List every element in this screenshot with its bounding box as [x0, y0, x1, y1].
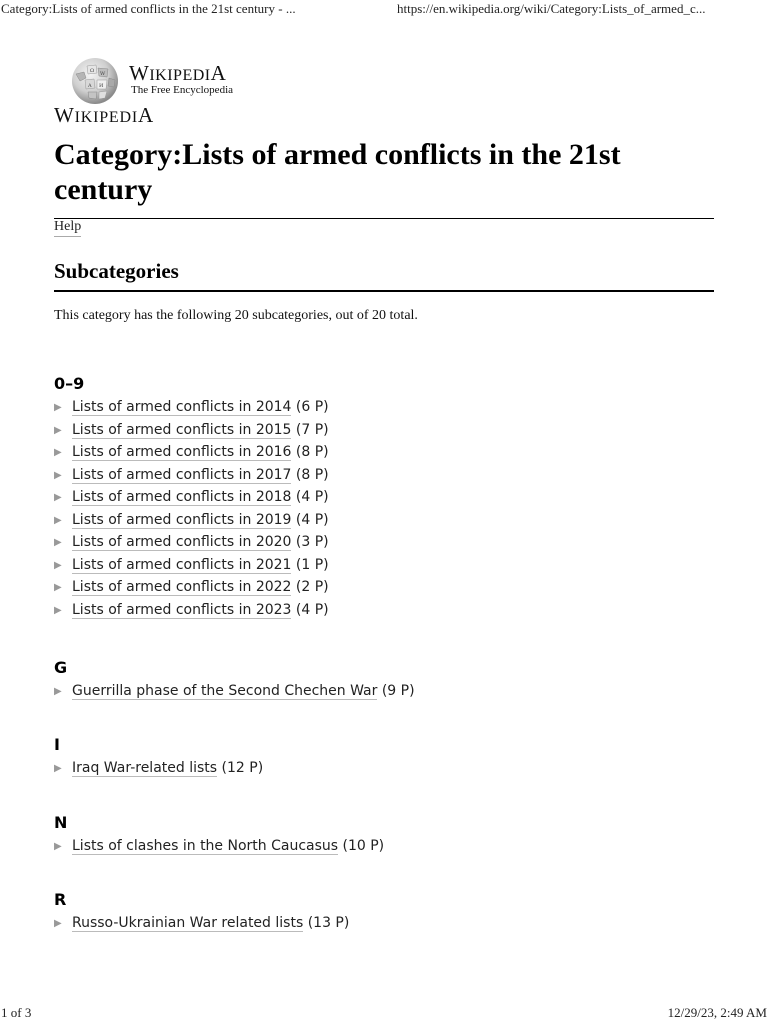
subcategory-item — [54, 396, 654, 419]
subcategory-count: (2 P) — [295, 579, 329, 595]
expand-triangle-icon[interactable]: ▶ — [54, 402, 62, 413]
subcategory-item — [54, 912, 654, 935]
subcategory-link[interactable]: Iraq War-related lists — [72, 760, 218, 776]
subcategory-count: (7 P) — [295, 421, 329, 438]
svg-text:Ω: Ω — [90, 68, 95, 74]
expand-triangle-icon[interactable]: ▶ — [54, 537, 62, 548]
group-heading: I — [54, 735, 60, 754]
expand-triangle-icon[interactable]: ▶ — [54, 514, 62, 526]
page-number: 1 of 3 — [1, 1005, 32, 1020]
svg-text:W: W — [100, 71, 106, 77]
subcategory-count: (8 P) — [295, 466, 329, 483]
expand-triangle-icon[interactable]: ▶ — [54, 424, 62, 436]
subcategory-link[interactable]: Lists of armed conflicts in 2018 — [72, 489, 292, 505]
subcategory-link[interactable]: Lists of armed conflicts in 2020 — [72, 534, 292, 550]
page-title: Category:Lists of armed conflicts in the 21st century — [54, 138, 621, 206]
group-heading: 0–9 — [54, 374, 85, 393]
wordmark: WIKIPEDIA — [129, 61, 227, 85]
expand-triangle-icon[interactable]: ▶ — [54, 582, 62, 593]
subcategory-item — [54, 486, 654, 509]
title-divider — [54, 218, 714, 219]
svg-text:A: A — [88, 83, 92, 89]
subcategory-item — [54, 680, 654, 703]
subcategory-link[interactable]: Lists of armed conflicts in 2021 — [72, 556, 292, 573]
group-heading: R — [54, 890, 67, 909]
help-link[interactable]: Help — [54, 219, 81, 237]
print-header — [0, 0, 768, 24]
expand-triangle-icon[interactable]: ▶ — [54, 841, 62, 852]
subcategory-item — [54, 554, 654, 577]
print-footer — [0, 1002, 768, 1024]
subcategory-link[interactable]: Lists of clashes in the North Caucasus — [72, 838, 339, 854]
subcategory-count: (12 P) — [221, 760, 264, 776]
print-datetime: 12/29/23, 2:49 AM — [667, 1005, 767, 1020]
svg-text:И: И — [99, 83, 104, 89]
expand-triangle-icon[interactable]: ▶ — [54, 559, 62, 571]
subcategory-count: (13 P) — [307, 915, 350, 931]
wikipedia-logo[interactable] — [70, 56, 270, 106]
print-header-url: https://en.wikipedia.org/wiki/Category:Lists_of_armed_c... — [397, 1, 706, 16]
section-title: Subcategories — [54, 259, 179, 283]
subcategory-item — [54, 599, 654, 622]
expand-triangle-icon[interactable]: ▶ — [54, 918, 62, 929]
tagline: The Free Encyclopedia — [131, 84, 234, 96]
intro-text: This category has the following 20 subcategories, out of 20 total. — [54, 308, 418, 323]
subcategory-group — [54, 888, 654, 935]
expand-triangle-icon[interactable]: ▶ — [54, 469, 62, 481]
subcategory-item — [54, 576, 654, 599]
subcategory-group — [54, 811, 654, 858]
subcategory-item — [54, 757, 654, 780]
subcategory-item — [54, 835, 654, 858]
subcategory-count: (4 P) — [295, 489, 329, 505]
expand-triangle-icon[interactable]: ▶ — [54, 686, 62, 697]
subcategory-item — [54, 509, 654, 532]
subcategory-link[interactable]: Lists of armed conflicts in 2023 — [72, 601, 292, 618]
subcategory-count: (3 P) — [295, 534, 329, 550]
wikipedia-globe-icon — [70, 56, 122, 106]
subcategory-link[interactable]: Guerrilla phase of the Second Chechen War — [72, 683, 378, 699]
print-header-title: Category:Lists of armed conflicts in the 21st century - ... — [1, 1, 296, 16]
subcategory-link[interactable]: Lists of armed conflicts in 2022 — [72, 579, 292, 595]
expand-triangle-icon[interactable]: ▶ — [54, 447, 62, 458]
subcategory-item — [54, 464, 654, 487]
subcategory-link[interactable]: Lists of armed conflicts in 2019 — [72, 511, 292, 528]
wordmark-secondary: WIKIPEDIA — [54, 103, 154, 127]
subcategory-group — [54, 372, 654, 621]
subcategory-group — [54, 733, 654, 780]
subcategory-count: (4 P) — [295, 511, 329, 528]
subcategory-link[interactable]: Russo-Ukrainian War related lists — [72, 915, 304, 931]
subcategory-item — [54, 441, 654, 464]
subcategory-count: (1 P) — [295, 556, 329, 573]
expand-triangle-icon[interactable]: ▶ — [54, 604, 62, 616]
subcategory-count: (4 P) — [295, 601, 329, 618]
subcategory-count: (9 P) — [381, 683, 415, 699]
subcategory-link[interactable]: Lists of armed conflicts in 2014 — [72, 399, 292, 415]
subcategory-link[interactable]: Lists of armed conflicts in 2017 — [72, 466, 292, 483]
section-divider — [54, 290, 714, 292]
subcategory-group — [54, 656, 654, 703]
group-heading: G — [54, 658, 68, 677]
subcategory-link[interactable]: Lists of armed conflicts in 2016 — [72, 444, 292, 460]
subcategory-count: (8 P) — [295, 444, 329, 460]
subcategory-item — [54, 419, 654, 442]
group-heading: N — [54, 813, 68, 832]
subcategory-item — [54, 531, 654, 554]
subcategory-count: (10 P) — [342, 838, 385, 854]
expand-triangle-icon[interactable]: ▶ — [54, 763, 62, 774]
subcategory-count: (6 P) — [295, 399, 329, 415]
expand-triangle-icon[interactable]: ▶ — [54, 492, 62, 503]
subcategory-link[interactable]: Lists of armed conflicts in 2015 — [72, 421, 292, 438]
